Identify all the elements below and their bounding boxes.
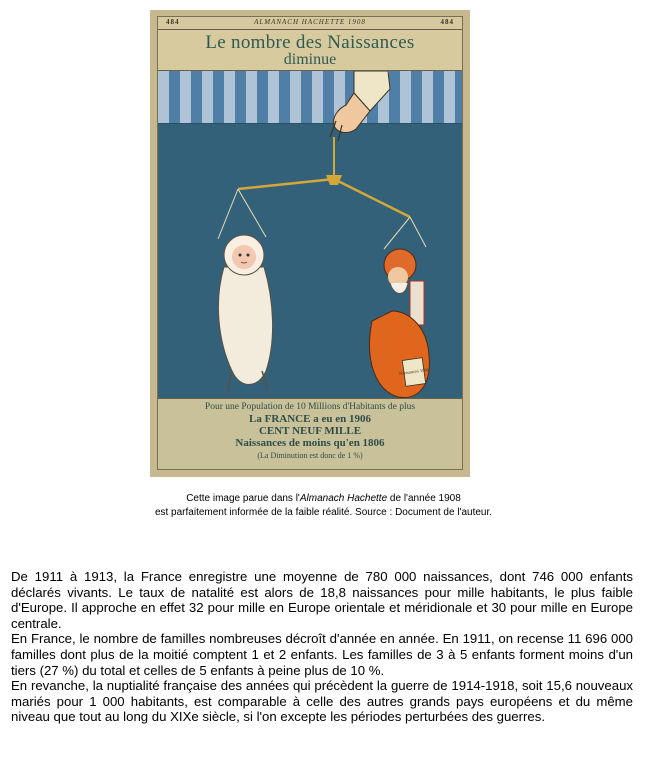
poster-page-number-left: 484 <box>166 18 180 26</box>
figure-caption-italic: Almanach Hachette <box>299 493 388 504</box>
poster-page-number-right: 484 <box>440 18 454 26</box>
poster-scale-illustration <box>158 71 462 417</box>
poster-caption-line5: (La Diminution est donc de 1 %) <box>257 451 363 460</box>
baby-illustration <box>218 235 272 391</box>
poster-caption-line1: Pour une Population de 10 Millions d'Habitants de plus <box>204 402 416 412</box>
poster-header-title: ALMANACH HACHETTE 1908 <box>254 18 366 26</box>
figure-caption-suffix: de l'année 1908 <box>387 493 461 504</box>
poster-caption-line3: CENT NEUF MILLE <box>258 425 362 437</box>
article-body <box>11 569 633 725</box>
poster-caption-line4: Naissances de moins qu'en 1806 <box>235 437 385 449</box>
poster-caption-line2: La FRANCE a eu en 1906 <box>249 413 371 425</box>
figure-caption-line2: est parfaitement informée de la faible réalité. Source : Document de l'auteur. <box>154 507 493 518</box>
poster-caption-band <box>158 398 462 469</box>
poster-title-line1: Le nombre des Naissances <box>205 32 415 53</box>
paragraph: En France, le nombre de familles nombreuses décroît d'année en année. En 1911, on recense 11 696 000 familles dont plus de la moitié comptent 1 et 2 enfants. Les familles de 3 à 5 enfants forment moins d'un tiers (27 %) du total et celles de 5 enfants à peine plus de 10 %. <box>11 631 633 678</box>
old-man-illustration <box>370 249 430 398</box>
figure-caption-line1 <box>0 492 647 506</box>
almanach-poster-image <box>150 10 470 477</box>
poster-title-band <box>158 30 462 71</box>
paragraph: En revanche, la nuptialité française des années qui précèdent la guerre de 1914-1918, soit 15,6 nouveaux mariés pour 1 000 habitants, est comparable à celle des autres grands pays européens et du même niveau que tout au long du XIXe siècle, si l'on excepte les périodes perturbées des guerres. <box>11 678 633 725</box>
figure-caption-prefix: Cette image parue dans l' <box>186 493 300 504</box>
hand-illustration <box>330 71 390 141</box>
figure-caption <box>0 492 647 520</box>
poster-header <box>158 17 462 30</box>
poster-artwork <box>157 16 463 470</box>
paragraph: De 1911 à 1913, la France enregistre une moyenne de 780 000 naissances, dont 746 000 enfants déclarés vivants. Le taux de natalité est alors de 18,8 naissances pour mille habitants, le plus faible d'Europe. Il approche en effet 32 pour mille en Europe orientale et méridionale et 30 pour mille en Europe centrale. <box>11 569 633 631</box>
poster-title-line2: diminue <box>283 51 337 68</box>
balance-scale-illustration <box>218 137 426 249</box>
bag-label-text: Naissances 1906 <box>398 366 430 377</box>
